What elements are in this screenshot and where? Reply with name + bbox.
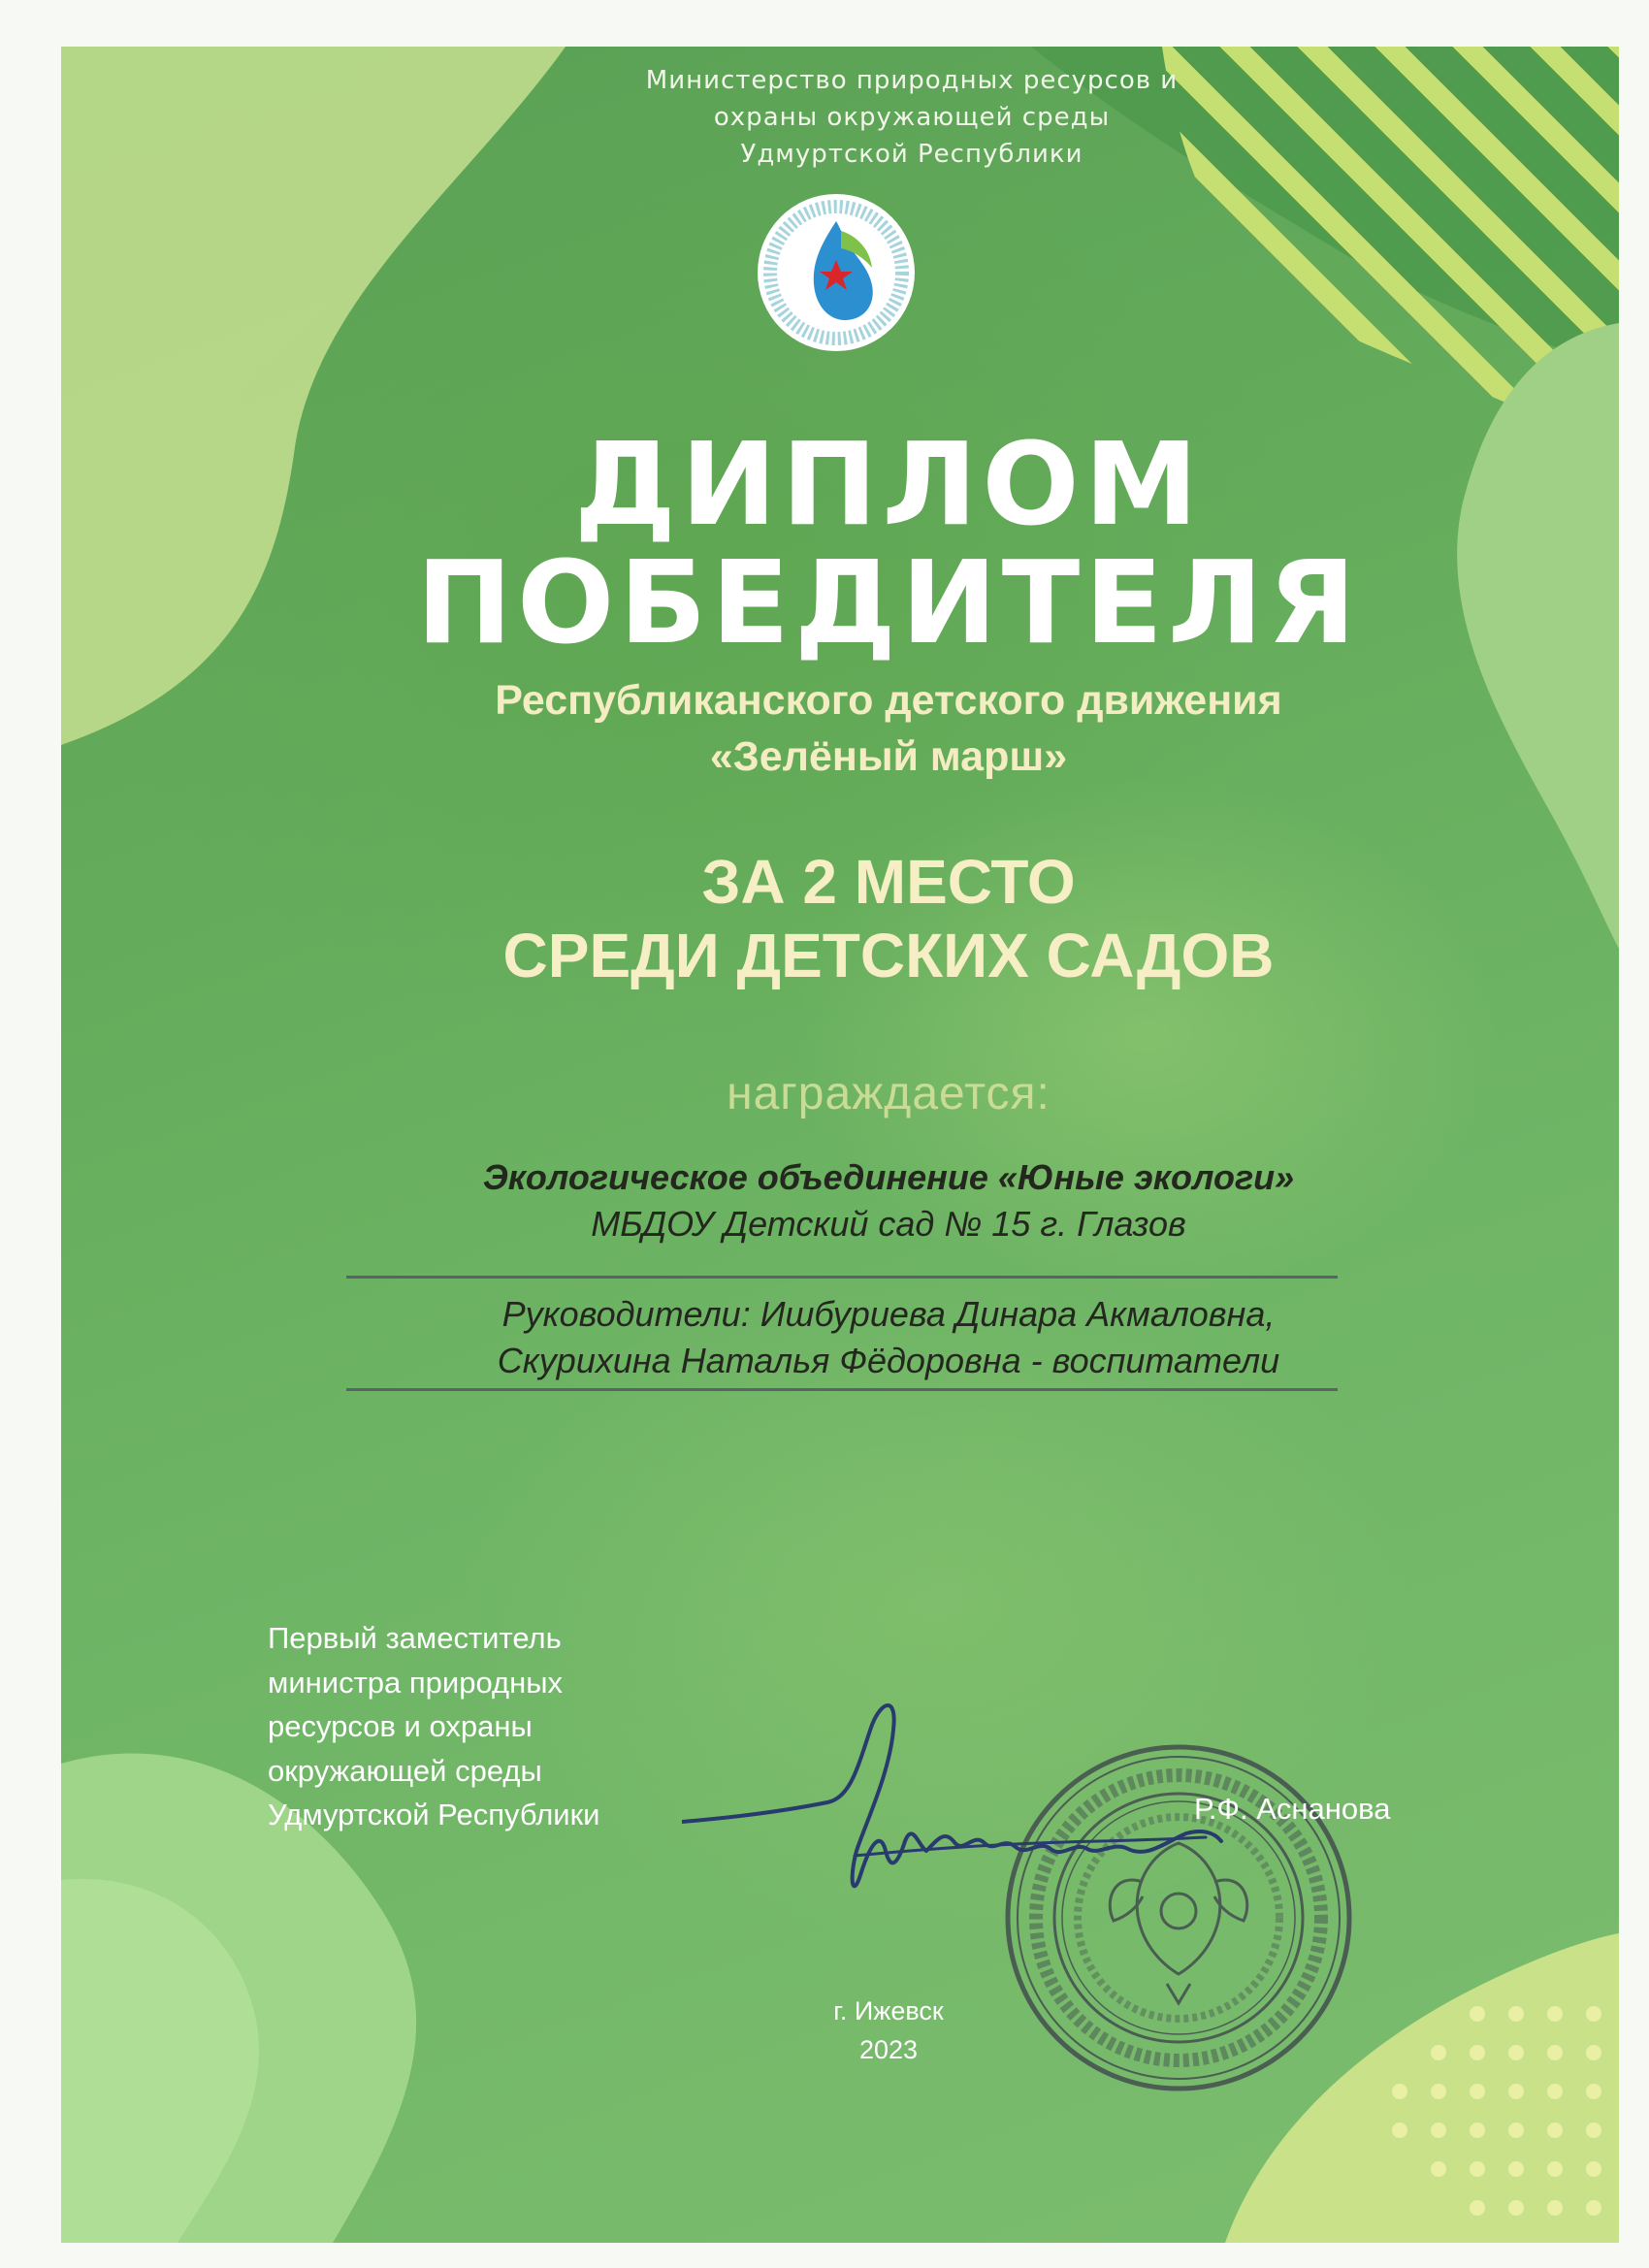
diploma-title [258,417,1519,669]
leaders-line-2: Скурихина Наталья Фёдоровна - воспитатели [497,1341,1280,1380]
ministry-emblem-icon [756,192,917,353]
position-line-4: окружающей среды [268,1753,542,1788]
position-line-2: министра природных [268,1665,563,1700]
subtitle-line-1: Республиканского детского движения [495,677,1282,724]
diploma-sheet [61,47,1619,2243]
position-line-5: Удмуртской Республики [268,1798,600,1831]
position-line-3: ресурсов и охраны [268,1709,533,1743]
recipient-block [331,1154,1446,1247]
title-line-2: ПОБЕДИТЕЛЯ [416,535,1361,669]
subtitle-line-2: «Зелёный марш» [709,733,1068,780]
ministry-line-3: Удмуртской Республики [740,140,1083,169]
position-line-1: Первый заместитель [268,1621,562,1655]
place-and-date [743,1992,1034,2069]
ministry-line-2: охраны окружающей среды [713,103,1111,132]
recipient-school: МБДОУ Детский сад № 15 г. Глазов [591,1204,1186,1244]
city-label: г. Ижевск [833,1996,944,2025]
awarded-label: награждается: [727,1068,1051,1119]
signatory-name: Р.Ф. Аснанова [1194,1792,1391,1826]
handwritten-signature [682,1696,1225,1928]
leaders-line-1: Руководители: Ишбуриева Динара Акмаловна, [501,1294,1276,1334]
divider-line-bottom [346,1388,1338,1391]
recipient-organization: Экологическое объединение «Юные экологи» [482,1157,1295,1197]
movement-subtitle [258,672,1519,785]
place-line-2: СРЕДИ ДЕТСКИХ САДОВ [502,921,1275,990]
place-heading [258,845,1519,992]
place-line-1: ЗА 2 МЕСТО [701,847,1076,917]
leaders-block [331,1291,1446,1384]
ministry-line-1: Министерство природных ресурсов и [645,66,1179,95]
year-label: 2023 [858,2035,919,2064]
divider-line-top [346,1276,1338,1279]
ministry-heading [485,62,1339,173]
title-line-1: ДИПЛОМ [573,417,1204,551]
